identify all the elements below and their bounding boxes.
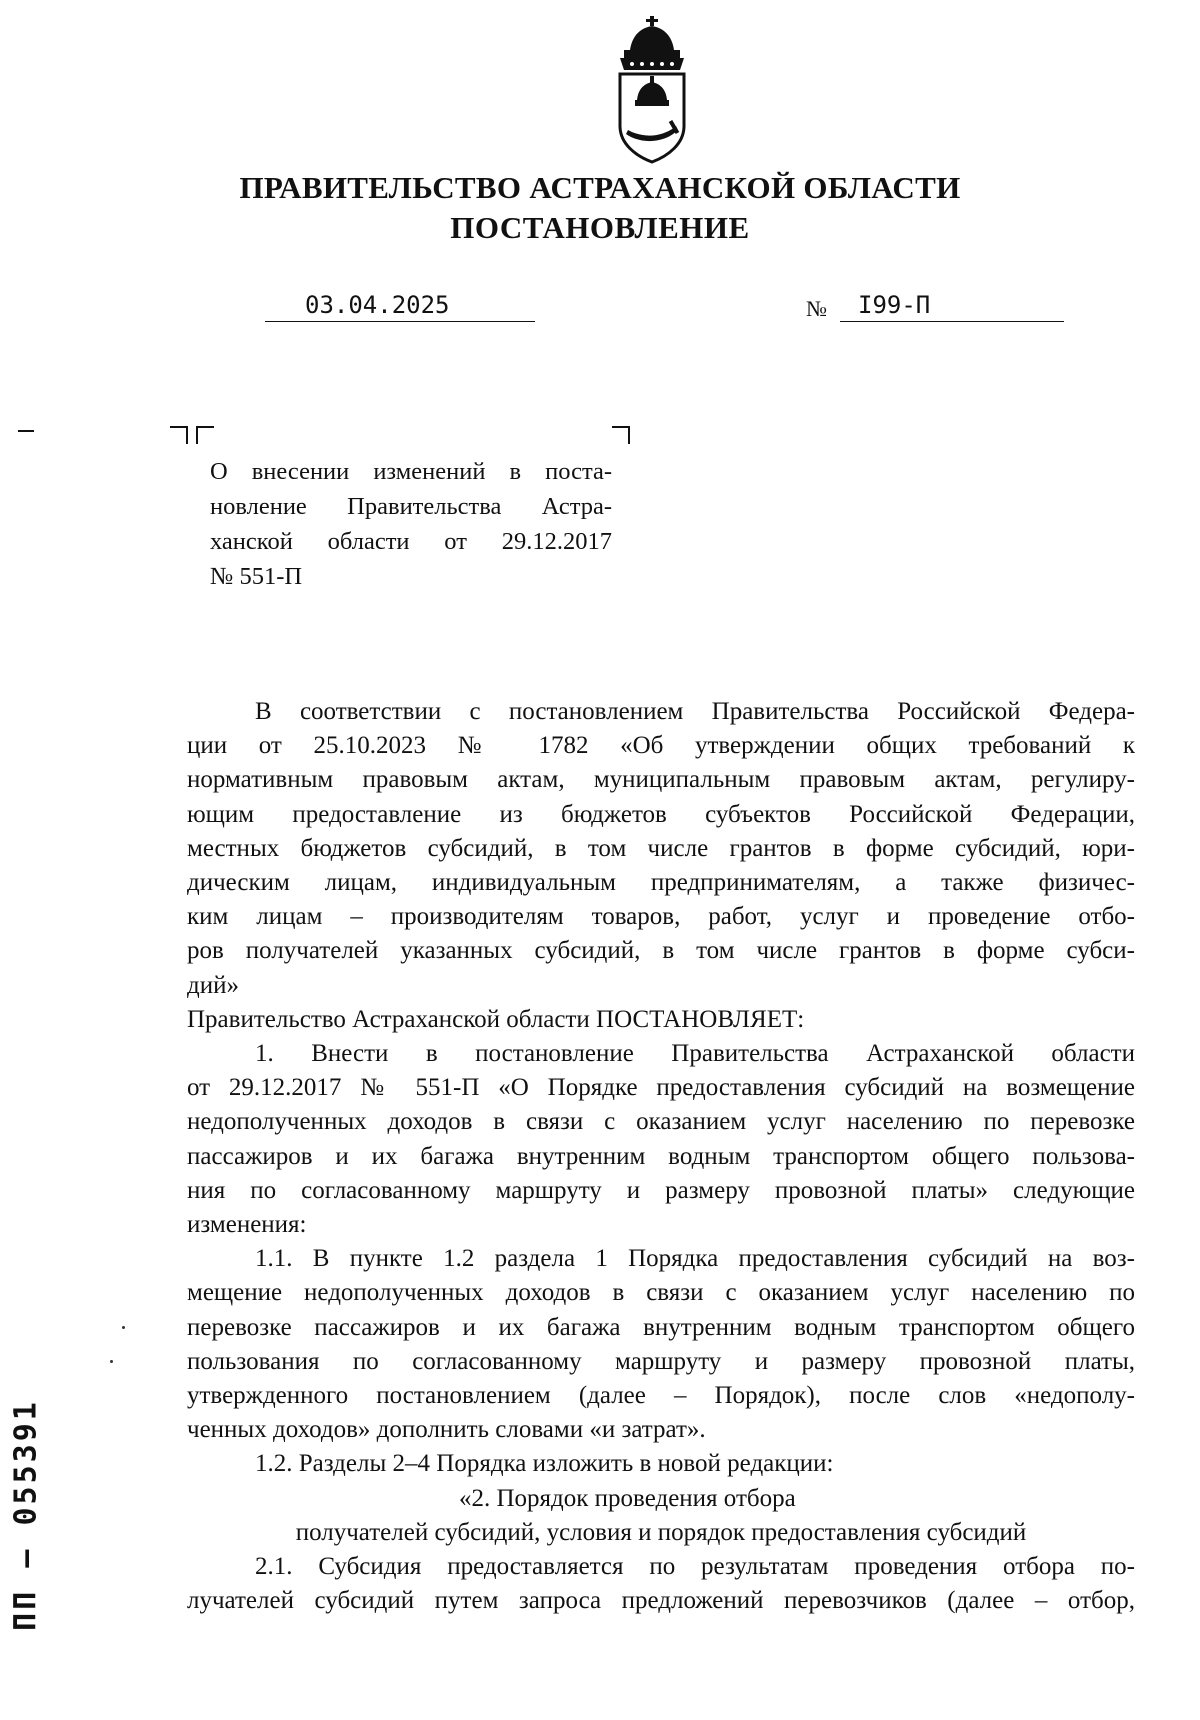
document-type-heading: ПОСТАНОВЛЕНИЕ [450,210,750,245]
serial-number: ПП – 055391 [8,1399,44,1631]
body-line: лучателей субсидий путем запроса предложений перевозчиков (далее – отбор, [187,1587,1135,1615]
body-line: нормативным правовым актам, муниципальным правовым актам, регулиру- [187,766,1135,794]
body-line: ния по согласованному маршруту и размеру провозной платы» следующие [187,1176,1135,1204]
body-line: перевозке пассажиров и их багажа внутренним водным транспортом общего [187,1313,1135,1341]
body-line: от 29.12.2017 № 551-П «О Порядке предоставления субсидий на возмещение [187,1074,1135,1102]
title-line: новление Правительства Астра- [210,493,612,520]
body-line: Правительство Астраханской области ПОСТАНОВЛЯЕТ: [187,1005,805,1033]
date-field [265,291,535,322]
body-line: утвержденного постановлением (далее – Порядок), после слов «недополу- [187,1382,1135,1410]
title-line: ханской области от 29.12.2017 [210,528,612,555]
section-heading-line: получателей субсидий, условия и порядок предоставления субсидий [295,1518,1027,1546]
corner-mark [196,426,214,444]
body-line: дическим лицам, индивидуальным предпринимателям, а также физичес- [187,869,1135,897]
title-line: № 551-П [210,563,303,590]
body-line: 2.1. Субсидия предоставляется по результатам проведения отбора по- [255,1553,1135,1581]
number-field [840,291,1064,322]
body-line: местных бюджетов субсидий, в том числе грантов в форме субсидий, юри- [187,834,1135,862]
body-line: ющим предоставление из бюджетов субъектов Российской Федерации, [187,800,1135,828]
number-sign: № [806,296,827,321]
scan-speck [122,1326,125,1329]
corner-mark [612,426,630,444]
body-line: пассажиров и их багажа внутренним водным транспортом общего пользова- [187,1142,1135,1170]
document-number: I99-П [858,291,931,319]
body-line: изменения: [187,1211,307,1239]
serial-stamp [6,1395,46,1635]
body-line: 1.1. В пункте 1.2 раздела 1 Порядка предоставления субсидий на воз- [255,1245,1135,1273]
coat-of-arms-emblem [610,16,694,166]
title-line: О внесении изменений в поста- [210,458,612,485]
body-line: мещение недополученных доходов в связи с оказанием услуг населению по [187,1279,1135,1307]
body-line: 1.2. Разделы 2–4 Порядка изложить в новой редакции: [255,1450,834,1478]
body-line: 1. Внести в постановление Правительства Астраханской области [255,1040,1135,1068]
document-title [210,454,612,594]
scan-speck [110,1360,113,1363]
body-line: В соответствии с постановлением Правительства Российской Федера- [255,698,1135,725]
body-line: ким лицам – производителям товаров, работ, услуг и проведение отбо- [187,903,1135,931]
document-date: 03.04.2025 [305,291,450,319]
section-heading-line: «2. Порядок проведения отбора [459,1484,796,1512]
body-line: недополученных доходов в связи с оказанием услуг населению по перевозке [187,1108,1135,1136]
body-line: ров получателей указанных субсидий, в том числе грантов в форме субси- [187,937,1135,965]
body-line: ции от 25.10.2023 № 1782 «Об утверждении общих требований к [187,732,1135,760]
body-line: пользования по согласованному маршруту и размеру провозной платы, [187,1347,1135,1375]
body-line: ченных доходов» дополнить словами «и затрат». [187,1416,706,1444]
margin-mark [18,430,34,432]
government-heading: ПРАВИТЕЛЬСТВО АСТРАХАНСКОЙ ОБЛАСТИ [239,170,961,205]
document-body [187,695,1135,1618]
body-line: дий» [187,971,239,999]
corner-mark [170,426,188,444]
